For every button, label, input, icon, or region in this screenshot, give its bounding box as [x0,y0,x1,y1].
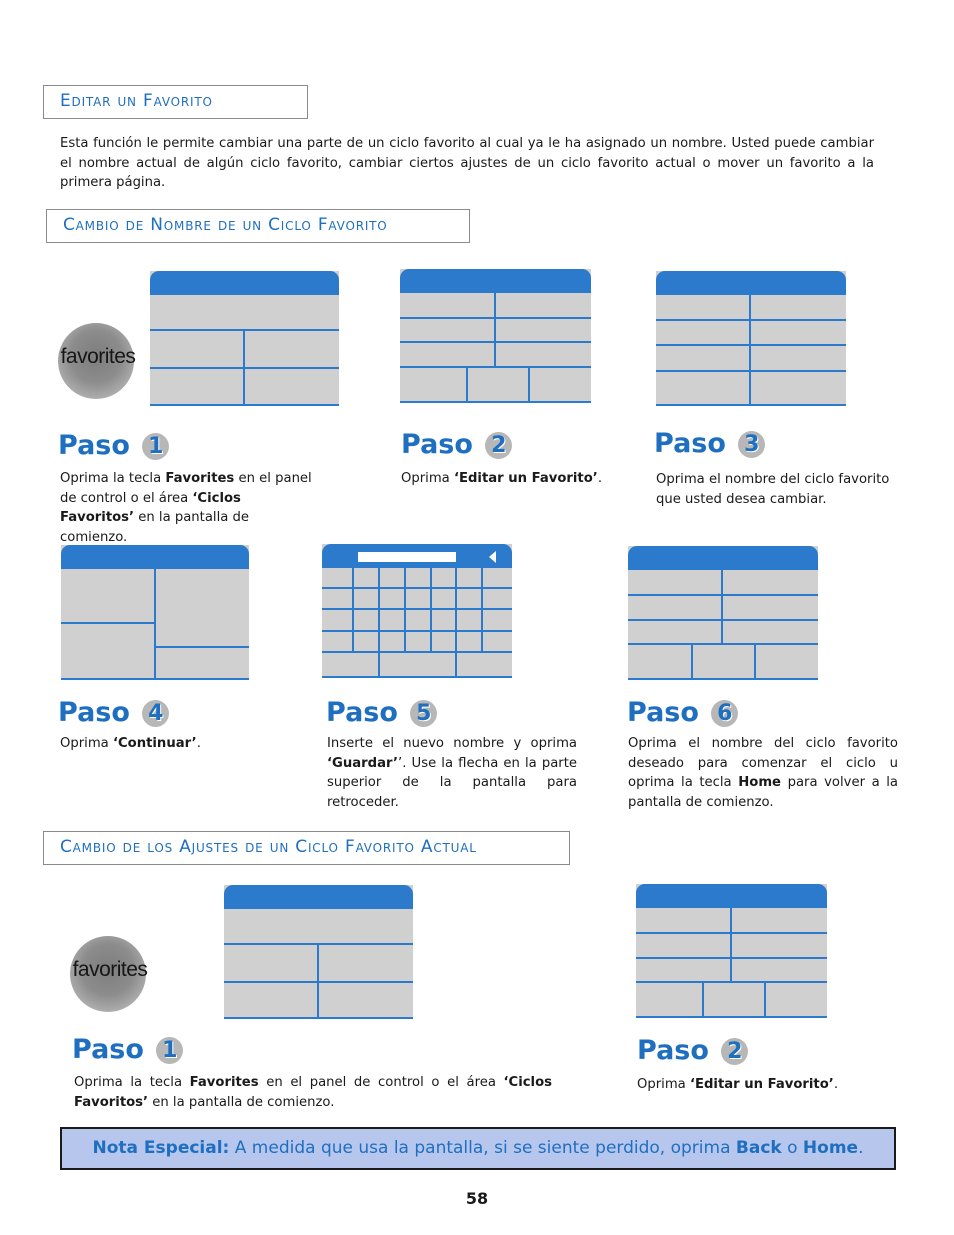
paso-1-title [58,431,169,461]
screen-keyboard [322,544,512,678]
screen-start-favorites [150,271,339,406]
paso-2b-title [637,1036,748,1066]
paso-4-title [58,698,169,728]
screen-favorites-list [656,271,846,406]
paso-3-number-icon: 3 [738,431,765,458]
favorites-button[interactable] [58,323,134,399]
paso-1b-number-icon: 1 [156,1037,183,1064]
back-arrow-icon [489,551,496,563]
paso-4-number-icon: 4 [142,700,169,727]
paso-2-description: Oprima ‘Editar un Favorito’. [401,471,603,486]
screen-favorites-menu-3 [636,884,827,1018]
screen-favorites-menu [400,269,591,403]
paso-word: Paso [58,697,130,728]
paso-3-title [654,429,765,459]
paso-word: Paso [401,429,473,460]
paso-3-description: Oprima el nombre del ciclo favorito que usted desea cambiar. [656,472,890,507]
paso-2-number-icon: 2 [485,432,512,459]
paso-5-description: Inserte el nuevo nombre y oprima ‘Guardar’’. Use la flecha en la parte superior de la pantalla para retroceder. [327,736,577,810]
favorites-button[interactable] [70,936,146,1012]
page-number: 58 [465,1189,489,1208]
paso-1-number-icon: 1 [142,433,169,460]
paso-6-number-icon: 6 [711,700,738,727]
paso-5-title [326,698,437,728]
paso-4-description: Oprima ‘Continuar’. [60,736,201,751]
section-title-editar-favorito: Editar un Favorito [43,85,308,119]
favorites-button-label: favorites [72,958,148,981]
paso-2-title [401,430,512,460]
paso-1-description: Oprima la tecla Favorites en el panel de control o el área ‘Ciclos Favoritos’ en la pantalla de comienzo. [60,471,312,545]
screen-favorites-menu-2 [628,546,818,680]
paso-5-number-icon: 5 [410,700,437,727]
special-note: Nota Especial: A medida que usa la pantalla, si se siente perdido, oprima Back o Home. [60,1127,896,1170]
name-entry-field [358,552,456,562]
note-label: Nota Especial: [92,1138,230,1158]
paso-1b-title [72,1035,183,1065]
screen-continue [61,545,249,680]
screen-start-favorites-2 [224,885,413,1019]
favorites-button-label: favorites [60,345,136,368]
intro-paragraph: Esta función le permite cambiar una parte de un ciclo favorito al cual ya le ha asignado un nombre. Usted puede cambiar el nombre actual de algún ciclo favorito, cambiar ciertos ajustes de un ciclo favorito actual o mover un favorito a la primera página. [60,136,874,190]
section-title-cambio-nombre: Cambio de Nombre de un Ciclo Favorito [46,209,470,243]
paso-1b-description: Oprima la tecla Favorites en el panel de control o el área ‘Ciclos Favoritos’ en la pantalla de comienzo. [74,1075,552,1110]
paso-word: Paso [326,697,398,728]
paso-word: Paso [58,430,130,461]
paso-6-description: Oprima el nombre del ciclo favorito deseado para comenzar el ciclo u oprima la tecla Home para volver a la pantalla de comienzo. [628,736,898,810]
paso-2b-description: Oprima ‘Editar un Favorito’. [637,1077,839,1092]
paso-word: Paso [627,697,699,728]
paso-2b-number-icon: 2 [721,1038,748,1065]
section-title-cambio-ajustes: Cambio de los Ajustes de un Ciclo Favorito Actual [43,831,570,865]
paso-word: Paso [637,1035,709,1066]
paso-6-title [627,698,738,728]
paso-word: Paso [654,428,726,459]
paso-word: Paso [72,1034,144,1065]
